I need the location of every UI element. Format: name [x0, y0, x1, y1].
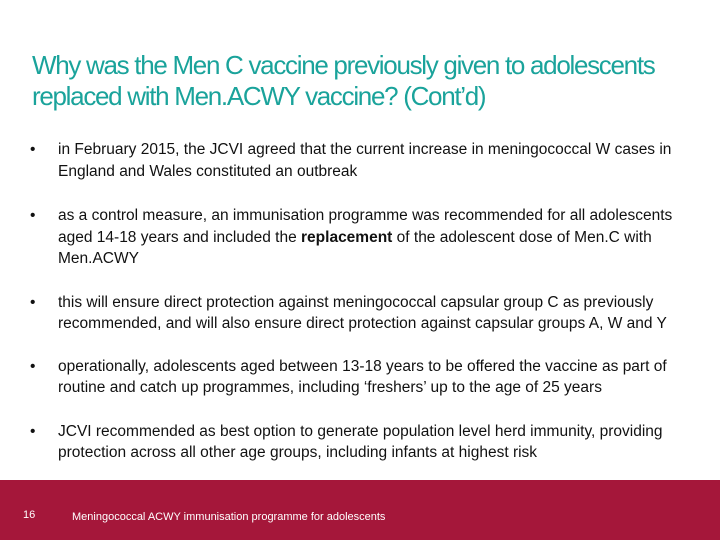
bullet-list: [30, 139, 702, 464]
bullet-text-emphasis: replacement: [301, 228, 393, 246]
slide-title: [32, 50, 712, 112]
bullet-text: operationally, adolescents aged between 13-18 years to be offered the vaccine as part of routine and catch up programmes, including ‘freshers’ up to the age of 25 years: [58, 357, 667, 396]
slide-title-line-2: replaced with Men.ACWY vaccine? (Cont’d): [32, 81, 486, 111]
bullet-text: JCVI recommended as best option to generate population level herd immunity, providing protection across all other age groups, including infants at highest risk: [58, 422, 663, 461]
bullet-marker: •: [30, 357, 36, 375]
slide-title-line-1: Why was the Men C vaccine previously given to adolescents: [32, 50, 655, 80]
bullet-item: [30, 292, 702, 335]
bullet-marker: •: [30, 422, 36, 440]
bullet-text: [58, 205, 702, 270]
bullet-marker: •: [30, 141, 36, 158]
footer-bar: [0, 480, 720, 540]
bullet-text-part: of the adolescent dose of Men.C with Men.ACWY: [58, 228, 652, 267]
bullet-item: [30, 139, 702, 182]
page-number: 16: [23, 509, 36, 521]
bullet-item: [30, 356, 702, 399]
bullet-item: [30, 421, 702, 464]
bullet-text: in February 2015, the JCVI agreed that the current increase in meningococcal W cases in England and Wales constituted an outbreak: [58, 141, 672, 180]
bullet-marker: •: [30, 207, 36, 224]
bullet-marker: •: [30, 293, 36, 311]
footer-caption: Meningococcal ACWY immunisation programme for adolescents: [72, 511, 386, 523]
bullet-text-part: as a control measure, an immunisation programme was recommended for all adolescents aged 14-18 years and included the: [58, 207, 673, 246]
bullet-item: [30, 205, 702, 270]
bullet-text: this will ensure direct protection against meningococcal capsular group C as previously recommended, and will also ensure direct protection against capsular groups A, W and Y: [58, 293, 667, 332]
